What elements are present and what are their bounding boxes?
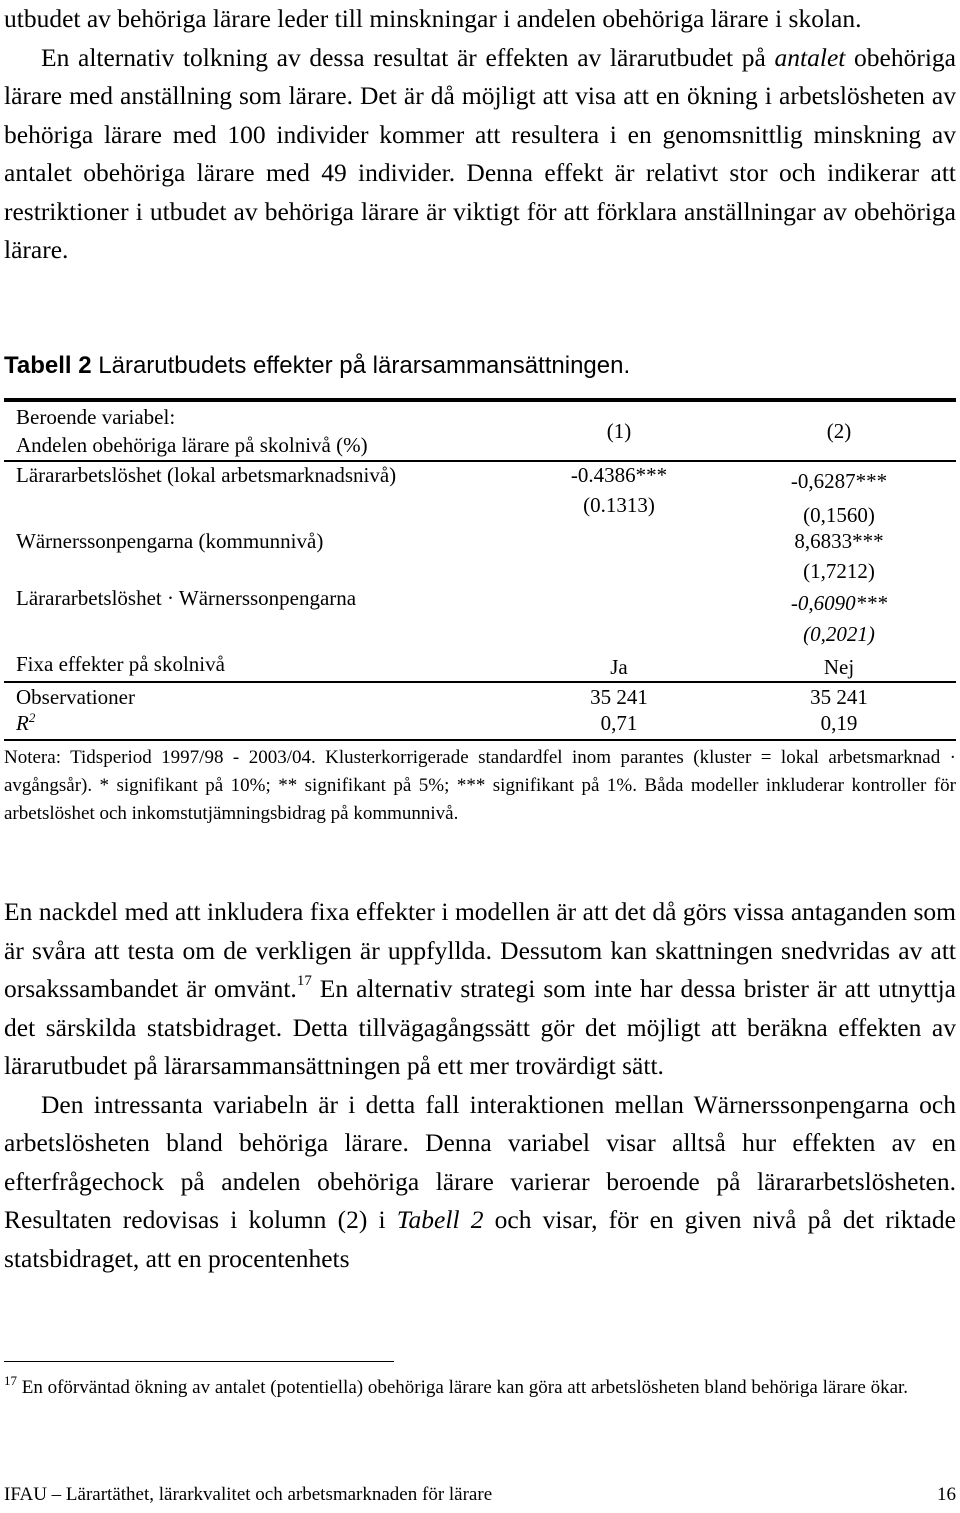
running-footer: IFAU – Lärartäthet, lärarkvalitet och arbetsmarknaden för lärare [4, 1484, 493, 1505]
se-cell: (0,2021) [803, 622, 875, 646]
fixed-effects-cell: Nej [823, 655, 855, 679]
se-cell: (0.1313) [583, 493, 655, 517]
table-notes: Notera: Tidsperiod 1997/98 - 2003/04. Klusterkorrigerade standardfel inom parantes (kluster = lokal arbetsmarknad · avgångsår). * signifikant på 10%; ** signifikant på 5%; *** signifikant på 1%. Båda modeller inkluderar kontroller för arbetslöshet och inkomstutjämningsbidrag på kommunnivå. [4, 747, 956, 824]
column-header-2: (2) [826, 419, 852, 443]
table-stats-rule [4, 681, 956, 683]
table-caption-text: Lärarutbudets effekter på lärarsammansättningen. [91, 352, 631, 379]
footnote-rule [4, 1361, 394, 1362]
table-bottom-rule [4, 739, 956, 741]
body-text-top [4, 0, 956, 270]
table-top-rule [4, 398, 956, 402]
coef-cell: 8,6833*** [794, 529, 884, 553]
r-squared-cell: 0,19 [820, 711, 858, 735]
observations-cell: 35 241 [810, 685, 868, 709]
coef-cell: -0,6287*** [790, 469, 888, 493]
body-text-bottom [4, 893, 956, 1278]
footnote-text: En oförväntad ökning av antalet (potentiella) obehöriga lärare kan göra att arbetslösheten bland behöriga lärare ökar. [17, 1377, 909, 1398]
paragraph: utbudet av behöriga lärare leder till minskningar i andelen obehöriga lärare i skolan. [4, 4, 862, 33]
coef-cell: -0,6090*** [790, 591, 888, 615]
observations-label: Observationer [16, 685, 135, 709]
page-number: 16 [937, 1484, 956, 1505]
fixed-effects-cell: Ja [610, 655, 628, 679]
dependent-variable-name: Andelen obehöriga lärare på skolnivå (%) [16, 433, 368, 457]
paragraph: En nackdel med att inkludera fixa effekter i modellen är att det då görs vissa antaganden som är svåra att testa om de verkligen är uppfyllda. Dessutom kan skattningen snedvridas av att orsakssambandet är omvänt.$^{17}$ En alternativ strategi som inte har dessa brister är att utnyttja det särskilda statsbidraget. Detta tillvägagångssätt gör det möjligt att beräkna effekten av lärarutbudet på lärarsammansättningen på ett mer trovärdigt sätt. [4, 897, 956, 1080]
r-squared-cell: 0,71 [600, 711, 638, 735]
table-caption-label: Tabell 2 [4, 352, 92, 379]
row-label: Fixa effekter på skolnivå [16, 652, 225, 676]
row-label: Wärnerssonpengarna (kommunnivå) [16, 529, 324, 553]
column-header-1: (1) [606, 419, 632, 443]
observations-cell: 35 241 [590, 685, 648, 709]
paragraph: Den intressanta variabeln är i detta fall interaktionen mellan Wärnerssonpengarna och arbetslösheten bland behöriga lärare. Denna variabel visar alltså hur effekten av en efterfrågechock på andelen obehöriga lärare varierar beroende på lärararbetslösheten. Resultaten redovisas i kolumn (2) i Tabell 2 och visar, för en given nivå på det riktade statsbidraget, att en procentenhets [4, 1089, 956, 1273]
se-cell: (1,7212) [803, 559, 875, 583]
emphasis: antalet [774, 42, 846, 72]
emphasis: Tabell 2 [396, 1205, 484, 1234]
r-squared-label: $R^2$ [16, 710, 36, 735]
se-cell: (0,1560) [803, 503, 875, 527]
row-label: Lärararbetslöshet · Wärnerssonpengarna [16, 586, 357, 610]
paragraph: En alternativ tolkning av dessa resultat är effekten av lärarutbudet på antalet obehöriga lärare med anställning som lärare. Det är då möjligt att visa att en ökning i arbetslösheten av behöriga lärare med 100 individer kommer att resultera i en genomsnittlig minskning av antalet obehöriga lärare med 49 individer. Denna effekt är relativt stor och indikerar att restriktioner i utbudet av behöriga lärare är viktigt för att förklara anställningar av obehöriga lärare. [4, 42, 956, 264]
row-label: Lärararbetslöshet (lokal arbetsmarknadsnivå) [16, 463, 397, 487]
footnote-reference[interactable]: 17 [296, 973, 312, 989]
footnote-number: 17 [4, 1373, 17, 1388]
dependent-variable-label: Beroende variabel: [16, 405, 176, 429]
footnote [4, 1374, 956, 1402]
coef-cell: -0.4386*** [570, 463, 668, 487]
table-caption [4, 352, 630, 380]
